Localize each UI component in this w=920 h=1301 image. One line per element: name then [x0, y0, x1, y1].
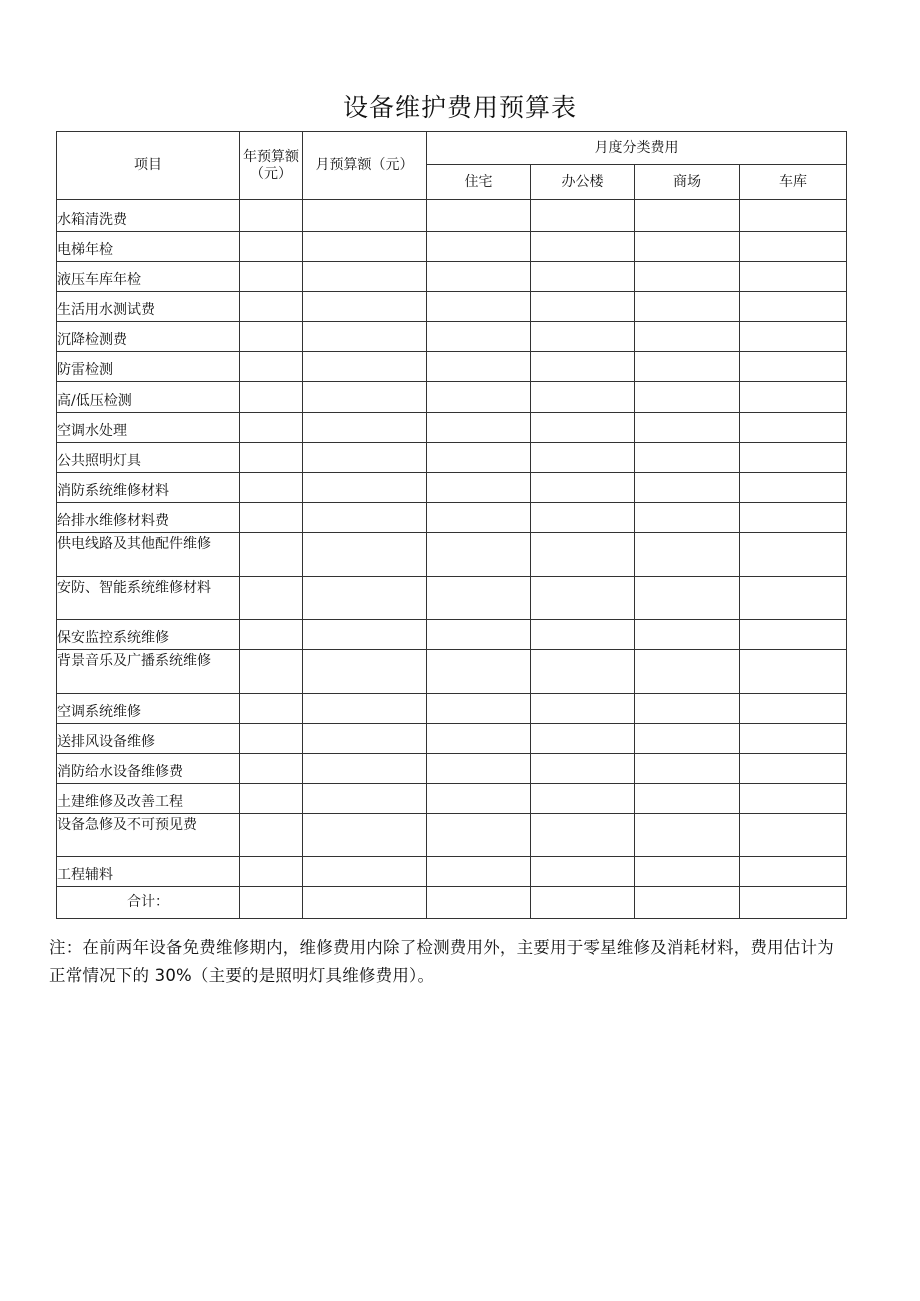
row-item-label: 给排水维修材料费: [57, 503, 240, 533]
header-monthly-budget: 月预算额（元）: [303, 132, 427, 200]
amount-cell[interactable]: [427, 232, 531, 262]
table-row: [57, 352, 847, 382]
amount-cell[interactable]: [635, 322, 740, 352]
amount-cell[interactable]: [531, 503, 635, 533]
header-category-mall: 商场: [635, 165, 740, 200]
amount-cell[interactable]: [303, 322, 427, 352]
amount-cell[interactable]: [240, 413, 303, 443]
amount-cell[interactable]: [427, 322, 531, 352]
row-item-label: 液压车库年检: [57, 262, 240, 292]
row-item-label: 生活用水测试费: [57, 292, 240, 322]
row-item-label: 水箱清洗费: [57, 200, 240, 232]
table-row: [57, 200, 847, 232]
header-annual-budget: 年预算额（元）: [240, 132, 303, 200]
amount-cell[interactable]: [531, 694, 635, 724]
amount-cell[interactable]: [303, 857, 427, 887]
amount-cell[interactable]: [303, 784, 427, 814]
amount-cell[interactable]: [635, 382, 740, 413]
row-item-label: 高/低压检测: [57, 382, 240, 413]
row-item-label: 防雷检测: [57, 352, 240, 382]
amount-cell[interactable]: [427, 443, 531, 473]
amount-cell[interactable]: [531, 533, 635, 577]
table-row: [57, 650, 847, 694]
total-amount-cell[interactable]: [427, 887, 531, 919]
amount-cell[interactable]: [303, 577, 427, 620]
amount-cell[interactable]: [303, 620, 427, 650]
table-row: [57, 857, 847, 887]
amount-cell[interactable]: [427, 262, 531, 292]
amount-cell[interactable]: [240, 814, 303, 857]
amount-cell[interactable]: [635, 352, 740, 382]
amount-cell[interactable]: [240, 724, 303, 754]
amount-cell[interactable]: [240, 322, 303, 352]
table-row: [57, 503, 847, 533]
table-row: [57, 754, 847, 784]
header-category-office: 办公楼: [531, 165, 635, 200]
total-amount-cell[interactable]: [303, 887, 427, 919]
row-item-label: 消防给水设备维修费: [57, 754, 240, 784]
header-item: 项目: [57, 132, 240, 200]
amount-cell[interactable]: [635, 694, 740, 724]
amount-cell[interactable]: [240, 857, 303, 887]
row-item-label: 电梯年检: [57, 232, 240, 262]
amount-cell[interactable]: [303, 473, 427, 503]
amount-cell[interactable]: [303, 694, 427, 724]
amount-cell[interactable]: [740, 694, 847, 724]
total-amount-cell[interactable]: [740, 887, 847, 919]
amount-cell[interactable]: [531, 382, 635, 413]
amount-cell[interactable]: [635, 620, 740, 650]
amount-cell[interactable]: [303, 533, 427, 577]
table-row: [57, 232, 847, 262]
amount-cell[interactable]: [303, 650, 427, 694]
amount-cell[interactable]: [303, 232, 427, 262]
amount-cell[interactable]: [427, 784, 531, 814]
amount-cell[interactable]: [427, 200, 531, 232]
amount-cell[interactable]: [740, 232, 847, 262]
amount-cell[interactable]: [427, 620, 531, 650]
table-row: [57, 694, 847, 724]
amount-cell[interactable]: [635, 413, 740, 443]
amount-cell[interactable]: [740, 382, 847, 413]
amount-cell[interactable]: [531, 352, 635, 382]
row-item-label: 供电线路及其他配件维修: [57, 533, 240, 577]
amount-cell[interactable]: [240, 533, 303, 577]
table-row: [57, 533, 847, 577]
budget-table: [56, 131, 847, 919]
amount-cell[interactable]: [635, 200, 740, 232]
amount-cell[interactable]: [303, 382, 427, 413]
table-row: [57, 262, 847, 292]
amount-cell[interactable]: [531, 857, 635, 887]
amount-cell[interactable]: [531, 814, 635, 857]
amount-cell[interactable]: [240, 443, 303, 473]
row-item-label: 消防系统维修材料: [57, 473, 240, 503]
amount-cell[interactable]: [740, 814, 847, 857]
amount-cell[interactable]: [740, 754, 847, 784]
amount-cell[interactable]: [740, 857, 847, 887]
amount-cell[interactable]: [303, 292, 427, 322]
amount-cell[interactable]: [240, 650, 303, 694]
total-label: 合计：: [57, 887, 240, 919]
amount-cell[interactable]: [531, 620, 635, 650]
row-item-label: 公共照明灯具: [57, 443, 240, 473]
table-row: [57, 473, 847, 503]
amount-cell[interactable]: [740, 352, 847, 382]
header-category-garage: 车库: [740, 165, 847, 200]
row-item-label: 沉降检测费: [57, 322, 240, 352]
table-row: [57, 322, 847, 352]
amount-cell[interactable]: [531, 443, 635, 473]
amount-cell[interactable]: [240, 232, 303, 262]
amount-cell[interactable]: [303, 262, 427, 292]
amount-cell[interactable]: [635, 262, 740, 292]
amount-cell[interactable]: [740, 577, 847, 620]
amount-cell[interactable]: [240, 382, 303, 413]
amount-cell[interactable]: [531, 724, 635, 754]
amount-cell[interactable]: [427, 503, 531, 533]
amount-cell[interactable]: [303, 200, 427, 232]
amount-cell[interactable]: [427, 382, 531, 413]
amount-cell[interactable]: [635, 577, 740, 620]
header-category-residential: 住宅: [427, 165, 531, 200]
amount-cell[interactable]: [240, 620, 303, 650]
amount-cell[interactable]: [240, 503, 303, 533]
amount-cell[interactable]: [740, 413, 847, 443]
amount-cell[interactable]: [740, 533, 847, 577]
amount-cell[interactable]: [240, 577, 303, 620]
amount-cell[interactable]: [531, 754, 635, 784]
amount-cell[interactable]: [427, 413, 531, 443]
amount-cell[interactable]: [531, 232, 635, 262]
total-amount-cell[interactable]: [531, 887, 635, 919]
total-amount-cell[interactable]: [635, 887, 740, 919]
amount-cell[interactable]: [427, 577, 531, 620]
total-amount-cell[interactable]: [240, 887, 303, 919]
amount-cell[interactable]: [531, 784, 635, 814]
row-item-label: 保安监控系统维修: [57, 620, 240, 650]
amount-cell[interactable]: [635, 784, 740, 814]
row-item-label: 工程辅料: [57, 857, 240, 887]
amount-cell[interactable]: [427, 857, 531, 887]
amount-cell[interactable]: [531, 413, 635, 443]
table-body: [57, 200, 847, 919]
amount-cell[interactable]: [240, 262, 303, 292]
amount-cell[interactable]: [240, 694, 303, 724]
amount-cell[interactable]: [427, 694, 531, 724]
amount-cell[interactable]: [635, 473, 740, 503]
row-item-label: 安防、智能系统维修材料: [57, 577, 240, 620]
row-item-label: 空调水处理: [57, 413, 240, 443]
table-row: [57, 382, 847, 413]
row-item-label: 空调系统维修: [57, 694, 240, 724]
amount-cell[interactable]: [740, 200, 847, 232]
amount-cell[interactable]: [240, 754, 303, 784]
row-item-label: 设备急修及不可预见费: [57, 814, 240, 857]
amount-cell[interactable]: [427, 473, 531, 503]
table-row: [57, 724, 847, 754]
amount-cell[interactable]: [740, 503, 847, 533]
amount-cell[interactable]: [427, 352, 531, 382]
amount-cell[interactable]: [635, 533, 740, 577]
amount-cell[interactable]: [240, 473, 303, 503]
amount-cell[interactable]: [740, 473, 847, 503]
amount-cell[interactable]: [740, 443, 847, 473]
header-monthly-category: 月度分类费用: [427, 132, 847, 165]
amount-cell[interactable]: [635, 814, 740, 857]
amount-cell[interactable]: [635, 650, 740, 694]
amount-cell[interactable]: [303, 352, 427, 382]
amount-cell[interactable]: [635, 754, 740, 784]
amount-cell[interactable]: [635, 724, 740, 754]
amount-cell[interactable]: [303, 413, 427, 443]
amount-cell[interactable]: [531, 322, 635, 352]
amount-cell[interactable]: [740, 784, 847, 814]
amount-cell[interactable]: [303, 724, 427, 754]
table-row: [57, 577, 847, 620]
amount-cell[interactable]: [531, 473, 635, 503]
table-row: [57, 443, 847, 473]
amount-cell[interactable]: [531, 650, 635, 694]
amount-cell[interactable]: [635, 857, 740, 887]
amount-cell[interactable]: [531, 292, 635, 322]
amount-cell[interactable]: [427, 724, 531, 754]
row-item-label: 送排风设备维修: [57, 724, 240, 754]
amount-cell[interactable]: [635, 232, 740, 262]
amount-cell[interactable]: [740, 620, 847, 650]
amount-cell[interactable]: [531, 200, 635, 232]
amount-cell[interactable]: [740, 292, 847, 322]
table-row: [57, 292, 847, 322]
table-row: [57, 413, 847, 443]
amount-cell[interactable]: [240, 352, 303, 382]
footnote: 注：在前两年设备免费维修期内，维修费用内除了检测费用外，主要用于零星维修及消耗材料，费用估计为正常情况下的 30%（主要的是照明灯具维修费用）。: [49, 938, 834, 985]
amount-cell[interactable]: [740, 650, 847, 694]
row-item-label: 土建维修及改善工程: [57, 784, 240, 814]
amount-cell[interactable]: [635, 292, 740, 322]
amount-cell[interactable]: [303, 503, 427, 533]
amount-cell[interactable]: [303, 754, 427, 784]
amount-cell[interactable]: [427, 533, 531, 577]
amount-cell[interactable]: [427, 754, 531, 784]
amount-cell[interactable]: [240, 200, 303, 232]
amount-cell[interactable]: [635, 443, 740, 473]
amount-cell[interactable]: [531, 577, 635, 620]
amount-cell[interactable]: [740, 724, 847, 754]
row-item-label: 背景音乐及广播系统维修: [57, 650, 240, 694]
table-row: [57, 814, 847, 857]
amount-cell[interactable]: [303, 443, 427, 473]
table-row: [57, 784, 847, 814]
amount-cell[interactable]: [427, 292, 531, 322]
amount-cell[interactable]: [427, 650, 531, 694]
amount-cell[interactable]: [303, 814, 427, 857]
amount-cell[interactable]: [740, 262, 847, 292]
total-row: [57, 887, 847, 919]
amount-cell[interactable]: [427, 814, 531, 857]
amount-cell[interactable]: [240, 784, 303, 814]
amount-cell[interactable]: [531, 262, 635, 292]
amount-cell[interactable]: [740, 322, 847, 352]
amount-cell[interactable]: [240, 292, 303, 322]
page-title: 设备维护费用预算表: [342, 93, 577, 122]
table-row: [57, 620, 847, 650]
amount-cell[interactable]: [635, 503, 740, 533]
